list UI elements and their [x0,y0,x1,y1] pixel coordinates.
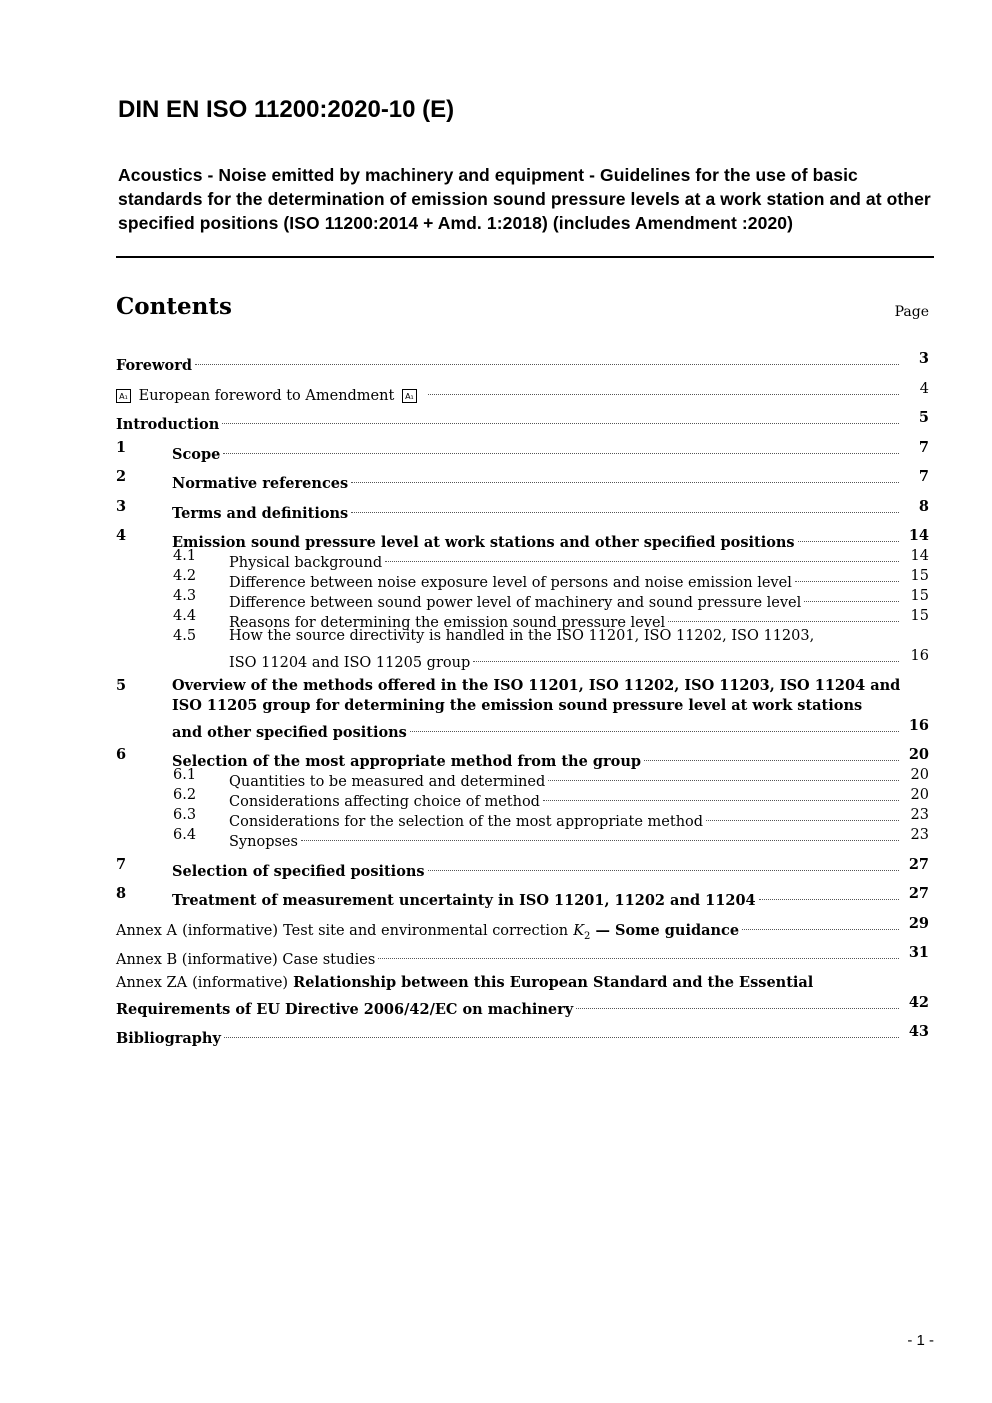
toc-title: Considerations affecting choice of method [229,794,540,810]
toc-entry-section-8[interactable] [116,884,929,909]
toc-number: 4.3 [173,588,197,604]
toc-title: Selection of the most appropriate method from the group [172,753,642,770]
toc-page: 23 [910,807,929,823]
toc-page: 7 [918,438,929,456]
toc-number: 6.4 [173,827,197,843]
toc-entry-bibliography[interactable] [116,1022,929,1047]
dot-leader [706,800,899,821]
document-title: Acoustics - Noise emitted by machinery and equipment - Guidelines for the use of basic standards for the determination of emission sound pressure levels at a work station and at other specified positions (ISO 11200:2014 + Amd. 1:2018) (includes Amendment :2020) [118,165,931,233]
toc-page: 23 [910,827,929,843]
standard-identifier: DIN EN ISO 11200:2020-10 (E) [118,96,455,123]
toc-title: Considerations for the selection of the most appropriate method [229,814,704,830]
dot-leader [759,879,899,900]
toc-page: 4 [919,380,929,397]
math-subscript: 2 [584,930,591,942]
dot-leader [668,601,899,622]
toc-title: Physical background [229,555,383,571]
annex-informative: (informative) [182,922,279,939]
page-column-label: Page [894,304,929,320]
toc-entry-annex-b[interactable] [116,943,929,968]
dot-leader [473,641,899,662]
toc-entry-section-7[interactable] [116,855,929,880]
toc-number: 5 [116,676,127,694]
toc-number: 4.1 [173,548,197,564]
toc-entry-section-3[interactable] [116,497,929,522]
dot-leader [644,740,899,761]
toc-title: Normative references [172,475,349,492]
toc-page: 7 [918,468,929,485]
toc-entry-section-4-4[interactable] [116,606,929,631]
dot-leader [378,938,899,959]
toc-number: 7 [116,855,127,873]
toc-title-line: How the source directivity is handled in the ISO 11201, ISO 11202, ISO 11203, [229,628,815,644]
toc-page: 16 [910,648,929,664]
dot-leader [224,1017,899,1038]
dot-leader [410,711,899,732]
toc-number: 6.2 [173,787,197,803]
toc-title-line: Requirements of EU Directive 2006/42/EC on machinery [116,1000,574,1018]
toc-number: 3 [116,497,127,515]
dot-leader [798,521,899,542]
toc-title: Introduction [116,416,220,433]
toc-number: 6 [116,746,127,763]
dot-leader [301,820,899,841]
toc-number: 6.3 [173,807,197,823]
toc-number: 4.4 [173,608,197,624]
toc-title: Test site and environmental correction [283,922,569,939]
contents-heading: Contents [116,293,232,320]
toc-entry-section-2[interactable] [116,467,929,492]
dot-leader [576,988,899,1009]
toc-number: 6.1 [173,767,197,783]
table-of-contents [116,349,929,1047]
toc-page: 27 [908,855,929,873]
toc-entry-annex-a[interactable] [116,914,929,942]
toc-page: 42 [908,993,929,1011]
dot-leader [351,462,899,483]
toc-title-line: Overview of the methods offered in the ISO 11201, ISO 11202, ISO 11203, ISO 11204 and [172,676,901,694]
dot-leader [351,492,899,513]
toc-title: Difference between noise exposure level of persons and noise emission level [229,575,792,591]
title-divider [116,256,934,258]
toc-entry-foreword[interactable] [116,349,929,374]
annex-prefix: Annex A [116,922,177,939]
annex-prefix: Annex ZA [116,974,188,991]
dot-leader [428,850,899,871]
toc-page: 20 [910,787,929,803]
page-number: - 1 - [907,1332,934,1349]
toc-entry-section-1[interactable] [116,438,929,463]
toc-title: Emission sound pressure level at work stations and other specified positions [172,534,795,551]
toc-title: Difference between sound power level of machinery and sound pressure level [229,595,802,611]
dot-leader [195,344,899,365]
dot-leader [222,403,899,424]
toc-number: 4.2 [173,568,197,584]
toc-title: Scope [172,445,221,463]
math-symbol: K [573,922,585,939]
amendment-start-icon: A₁ [116,389,131,403]
dot-leader [223,433,899,454]
toc-entry-section-6-4[interactable] [116,825,929,850]
toc-title: Terms and definitions [172,504,349,522]
toc-page: 5 [918,409,929,426]
toc-page: 16 [908,716,929,734]
toc-title: Foreword [116,357,192,374]
toc-page: 31 [908,944,929,961]
dot-leader [804,581,899,602]
dot-leader [795,561,899,582]
toc-page: 14 [908,527,929,544]
toc-title-line: Relationship between this European Standard and the Essential [293,973,814,991]
dot-leader [548,760,899,781]
toc-title: Case studies [282,952,376,968]
toc-page: 15 [910,568,929,584]
toc-page: 15 [910,588,929,604]
amendment-end-icon: A₁ [402,389,417,403]
dot-leader [428,374,899,395]
toc-title-line: and other specified positions [172,723,407,741]
toc-entry-annex-za[interactable] [116,973,929,1018]
toc-number: 4 [116,527,127,544]
toc-title: Synopses [229,834,298,850]
toc-page: 8 [918,497,929,515]
annex-informative: (informative) [181,952,278,968]
dot-leader [742,909,899,930]
toc-page: 20 [908,746,929,763]
toc-page: 29 [908,914,929,932]
toc-entry-section-4-5[interactable] [116,626,929,671]
toc-title: Treatment of measurement uncertainty in ISO 11201, 11202 and 11204 [172,892,756,909]
toc-page: 20 [910,767,929,783]
toc-title: Selection of specified positions [172,862,425,880]
toc-page: 14 [910,548,929,564]
toc-number: 4.5 [173,628,197,644]
toc-title-line: ISO 11204 and ISO 11205 group [229,655,471,671]
toc-number: 1 [116,438,127,456]
toc-title-line: ISO 11205 group for determining the emission sound pressure level at work stations [172,696,863,714]
toc-entry-section-5[interactable] [116,676,929,741]
dot-leader [385,541,899,562]
toc-page: 3 [918,350,929,367]
toc-page: 15 [910,608,929,624]
toc-number: 8 [116,885,127,902]
annex-prefix: Annex B [116,952,178,968]
toc-title: Quantities to be measured and determined [229,774,546,790]
toc-title: Reasons for determining the emission sound pressure level [229,615,666,631]
toc-entry-european-foreword[interactable] [116,379,929,404]
toc-entry-introduction[interactable] [116,408,929,433]
toc-title: Bibliography [116,1030,221,1047]
dot-leader [543,780,899,801]
toc-page: 43 [908,1023,929,1040]
toc-title-suffix: — Some guidance [595,921,740,939]
toc-page: 27 [908,885,929,902]
toc-title: European foreword to Amendment [138,387,395,404]
annex-informative: (informative) [192,974,289,991]
toc-number: 2 [116,468,127,485]
